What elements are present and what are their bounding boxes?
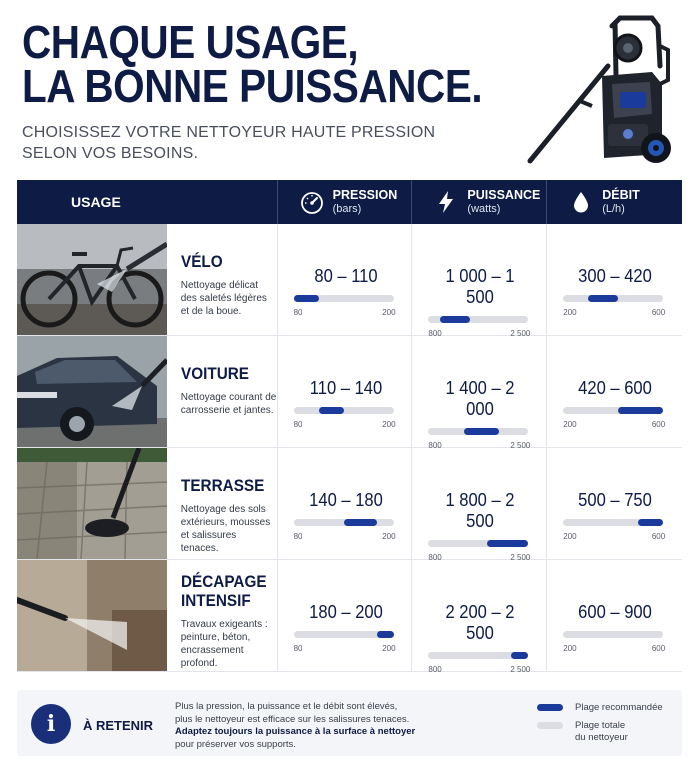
puissance-scale-min: 800 <box>428 665 442 674</box>
usage-cell <box>167 336 278 447</box>
puissance-label: PUISSANCE <box>467 188 541 202</box>
debit-range-bar <box>563 519 663 526</box>
pression-range-fill <box>377 631 394 638</box>
pression-cell <box>278 336 413 447</box>
pression-label: PRESSION <box>332 188 398 202</box>
legend <box>537 702 677 750</box>
puissance-scale <box>428 665 530 674</box>
debit-range-value: 300 – 420 <box>578 266 653 286</box>
lightning-icon <box>434 190 458 214</box>
usage-name-line-2: INTENSIF <box>180 591 251 610</box>
table-row <box>17 560 682 672</box>
puissance-range-fill <box>511 652 529 659</box>
terrace-photo <box>17 448 167 559</box>
puissance-cell <box>412 224 547 338</box>
note-line-4: pour préserver vos supports. <box>175 738 296 750</box>
puissance-range-value: 2 200 – 2 500 <box>445 602 515 643</box>
header-debit <box>547 180 682 224</box>
puissance-unit: (watts) <box>467 203 501 215</box>
pressure-washer-image <box>520 6 680 171</box>
pression-scale-min: 80 <box>293 532 303 541</box>
puissance-range-bar <box>428 428 528 435</box>
car-photo <box>17 336 167 447</box>
table-row <box>17 336 682 448</box>
usage-name-line-1: DÉCAPAGE <box>180 572 267 591</box>
usage-name: TERRASSE <box>180 476 265 495</box>
gauge-icon <box>300 190 324 214</box>
debit-cell <box>547 560 682 671</box>
title-line-2: LA BONNE PUISSANCE. <box>22 60 483 112</box>
pression-scale-max: 200 <box>382 308 396 317</box>
table-row <box>17 448 682 560</box>
pression-cell <box>278 224 413 335</box>
debit-scale-min: 200 <box>563 644 577 653</box>
debit-scale-max: 600 <box>651 420 666 429</box>
pression-range-value: 110 – 140 <box>309 378 382 398</box>
debit-scale <box>563 644 665 653</box>
puissance-range-fill <box>440 316 469 323</box>
pression-range-value: 180 – 200 <box>308 602 383 622</box>
note-line-2: plus le nettoyeur est efficace sur les salissures tenaces. <box>175 713 410 725</box>
footer-text <box>175 701 445 751</box>
note-line-1: Plus la pression, la puissance et le débit sont élevés, <box>175 701 398 712</box>
pression-scale <box>294 644 396 653</box>
pression-range-bar <box>294 519 394 526</box>
pression-range-value: 80 – 110 <box>313 266 378 286</box>
puissance-range-value: 1 000 – 1 500 <box>445 266 515 307</box>
legend-recommended-label: Plage recommandée <box>575 702 663 713</box>
title-line-1: CHAQUE USAGE, <box>22 16 359 68</box>
debit-scale-max: 600 <box>651 644 666 653</box>
pression-scale-min: 80 <box>293 308 303 317</box>
header-pression <box>278 180 413 224</box>
puissance-scale-max: 2 500 <box>510 329 531 338</box>
stripping-photo <box>17 560 167 671</box>
header-puissance <box>412 180 547 224</box>
puissance-range-fill <box>464 428 499 435</box>
pression-range-bar <box>294 407 394 414</box>
legend-swatch-recommended <box>537 704 563 711</box>
info-icon: i <box>31 704 71 744</box>
debit-cell <box>547 448 682 559</box>
puissance-range-bar <box>428 316 528 323</box>
debit-scale <box>563 308 665 317</box>
usage-cell <box>167 224 278 335</box>
table-row <box>17 224 682 336</box>
debit-unit: (L/h) <box>602 203 625 215</box>
debit-cell <box>547 336 682 447</box>
puissance-scale-max: 2 500 <box>510 441 531 450</box>
note-bold: Adaptez toujours la puissance à la surface à nettoyer <box>175 726 416 737</box>
debit-cell <box>547 224 682 335</box>
subtitle-line-1: CHOISISSEZ VOTRE NETTOYEUR HAUTE PRESSION <box>22 124 436 141</box>
usage-desc: Nettoyage courant de carrosserie et jantes. <box>180 392 277 416</box>
debit-range-value: 420 – 600 <box>578 378 653 398</box>
usage-desc: Nettoyage des sols extérieurs, mousses et salissures tenaces. <box>180 504 271 554</box>
pression-cell <box>278 560 413 671</box>
pression-range-fill <box>344 519 377 526</box>
puissance-range-bar <box>428 540 528 547</box>
puissance-range-value: 1 400 – 2 000 <box>445 378 515 419</box>
debit-range-bar <box>563 407 663 414</box>
usage-name: VOITURE <box>180 364 249 383</box>
debit-range-fill <box>588 295 618 302</box>
pression-scale-min: 80 <box>293 644 303 653</box>
puissance-scale-max: 2 500 <box>510 553 531 562</box>
pression-scale <box>294 308 396 317</box>
pression-range-bar <box>294 631 394 638</box>
pression-range-fill <box>319 407 344 414</box>
pression-scale-min: 80 <box>293 420 303 429</box>
page-subtitle <box>22 122 522 164</box>
page-title <box>22 16 532 112</box>
legend-total-line-2: du nettoyeur <box>575 732 628 743</box>
debit-scale-max: 600 <box>651 532 666 541</box>
debit-range-bar <box>563 295 663 302</box>
legend-total-label <box>575 720 628 744</box>
pression-range-fill <box>294 295 319 302</box>
puissance-scale-min: 800 <box>428 441 442 450</box>
puissance-range-fill <box>487 540 528 547</box>
debit-scale-min: 200 <box>563 532 577 541</box>
bike-photo <box>17 224 167 335</box>
debit-range-fill <box>638 519 663 526</box>
usage-cell <box>167 448 278 559</box>
usage-table <box>17 224 682 672</box>
debit-scale-min: 200 <box>563 308 577 317</box>
usage-desc: Travaux exigeants : peinture, béton, encrassement profond. <box>180 619 268 669</box>
pression-unit: (bars) <box>332 203 362 215</box>
pression-cell <box>278 448 413 559</box>
debit-range-fill <box>618 407 663 414</box>
footer-note <box>17 690 682 756</box>
puissance-cell <box>412 336 547 450</box>
debit-scale-max: 600 <box>651 308 666 317</box>
header-usage: USAGE <box>17 180 278 224</box>
pression-scale-max: 200 <box>382 644 396 653</box>
debit-label: DÉBIT <box>602 188 640 202</box>
footer-title: À RETENIR <box>83 718 154 733</box>
usage-desc: Nettoyage délicat des saletés légères et de la boue. <box>180 280 267 317</box>
table-header <box>17 180 682 224</box>
puissance-cell <box>412 560 547 674</box>
legend-total-line-1: Plage totale <box>575 720 626 731</box>
subtitle-line-2: SELON VOS BESOINS. <box>22 145 199 162</box>
puissance-scale-min: 800 <box>428 553 442 562</box>
header <box>22 16 522 164</box>
debit-range-bar <box>563 631 663 638</box>
puissance-scale-min: 800 <box>428 329 442 338</box>
debit-range-value: 600 – 900 <box>578 602 653 622</box>
debit-scale <box>563 532 665 541</box>
pression-scale-max: 200 <box>382 532 396 541</box>
debit-scale-min: 200 <box>563 420 577 429</box>
legend-total <box>537 720 677 744</box>
pression-scale-max: 200 <box>382 420 396 429</box>
usage-cell <box>167 560 278 671</box>
debit-range-value: 500 – 750 <box>578 490 653 510</box>
debit-scale <box>563 420 665 429</box>
pression-scale <box>294 420 396 429</box>
puissance-range-value: 1 800 – 2 500 <box>445 490 515 531</box>
puissance-scale-max: 2 500 <box>510 665 531 674</box>
puissance-range-bar <box>428 652 528 659</box>
pression-scale <box>294 532 396 541</box>
water-drop-icon <box>569 190 593 214</box>
puissance-cell <box>412 448 547 562</box>
legend-recommended <box>537 702 677 714</box>
usage-name: VÉLO <box>180 252 223 271</box>
pression-range-value: 140 – 180 <box>308 490 383 510</box>
legend-swatch-total <box>537 722 563 729</box>
pression-range-bar <box>294 295 394 302</box>
